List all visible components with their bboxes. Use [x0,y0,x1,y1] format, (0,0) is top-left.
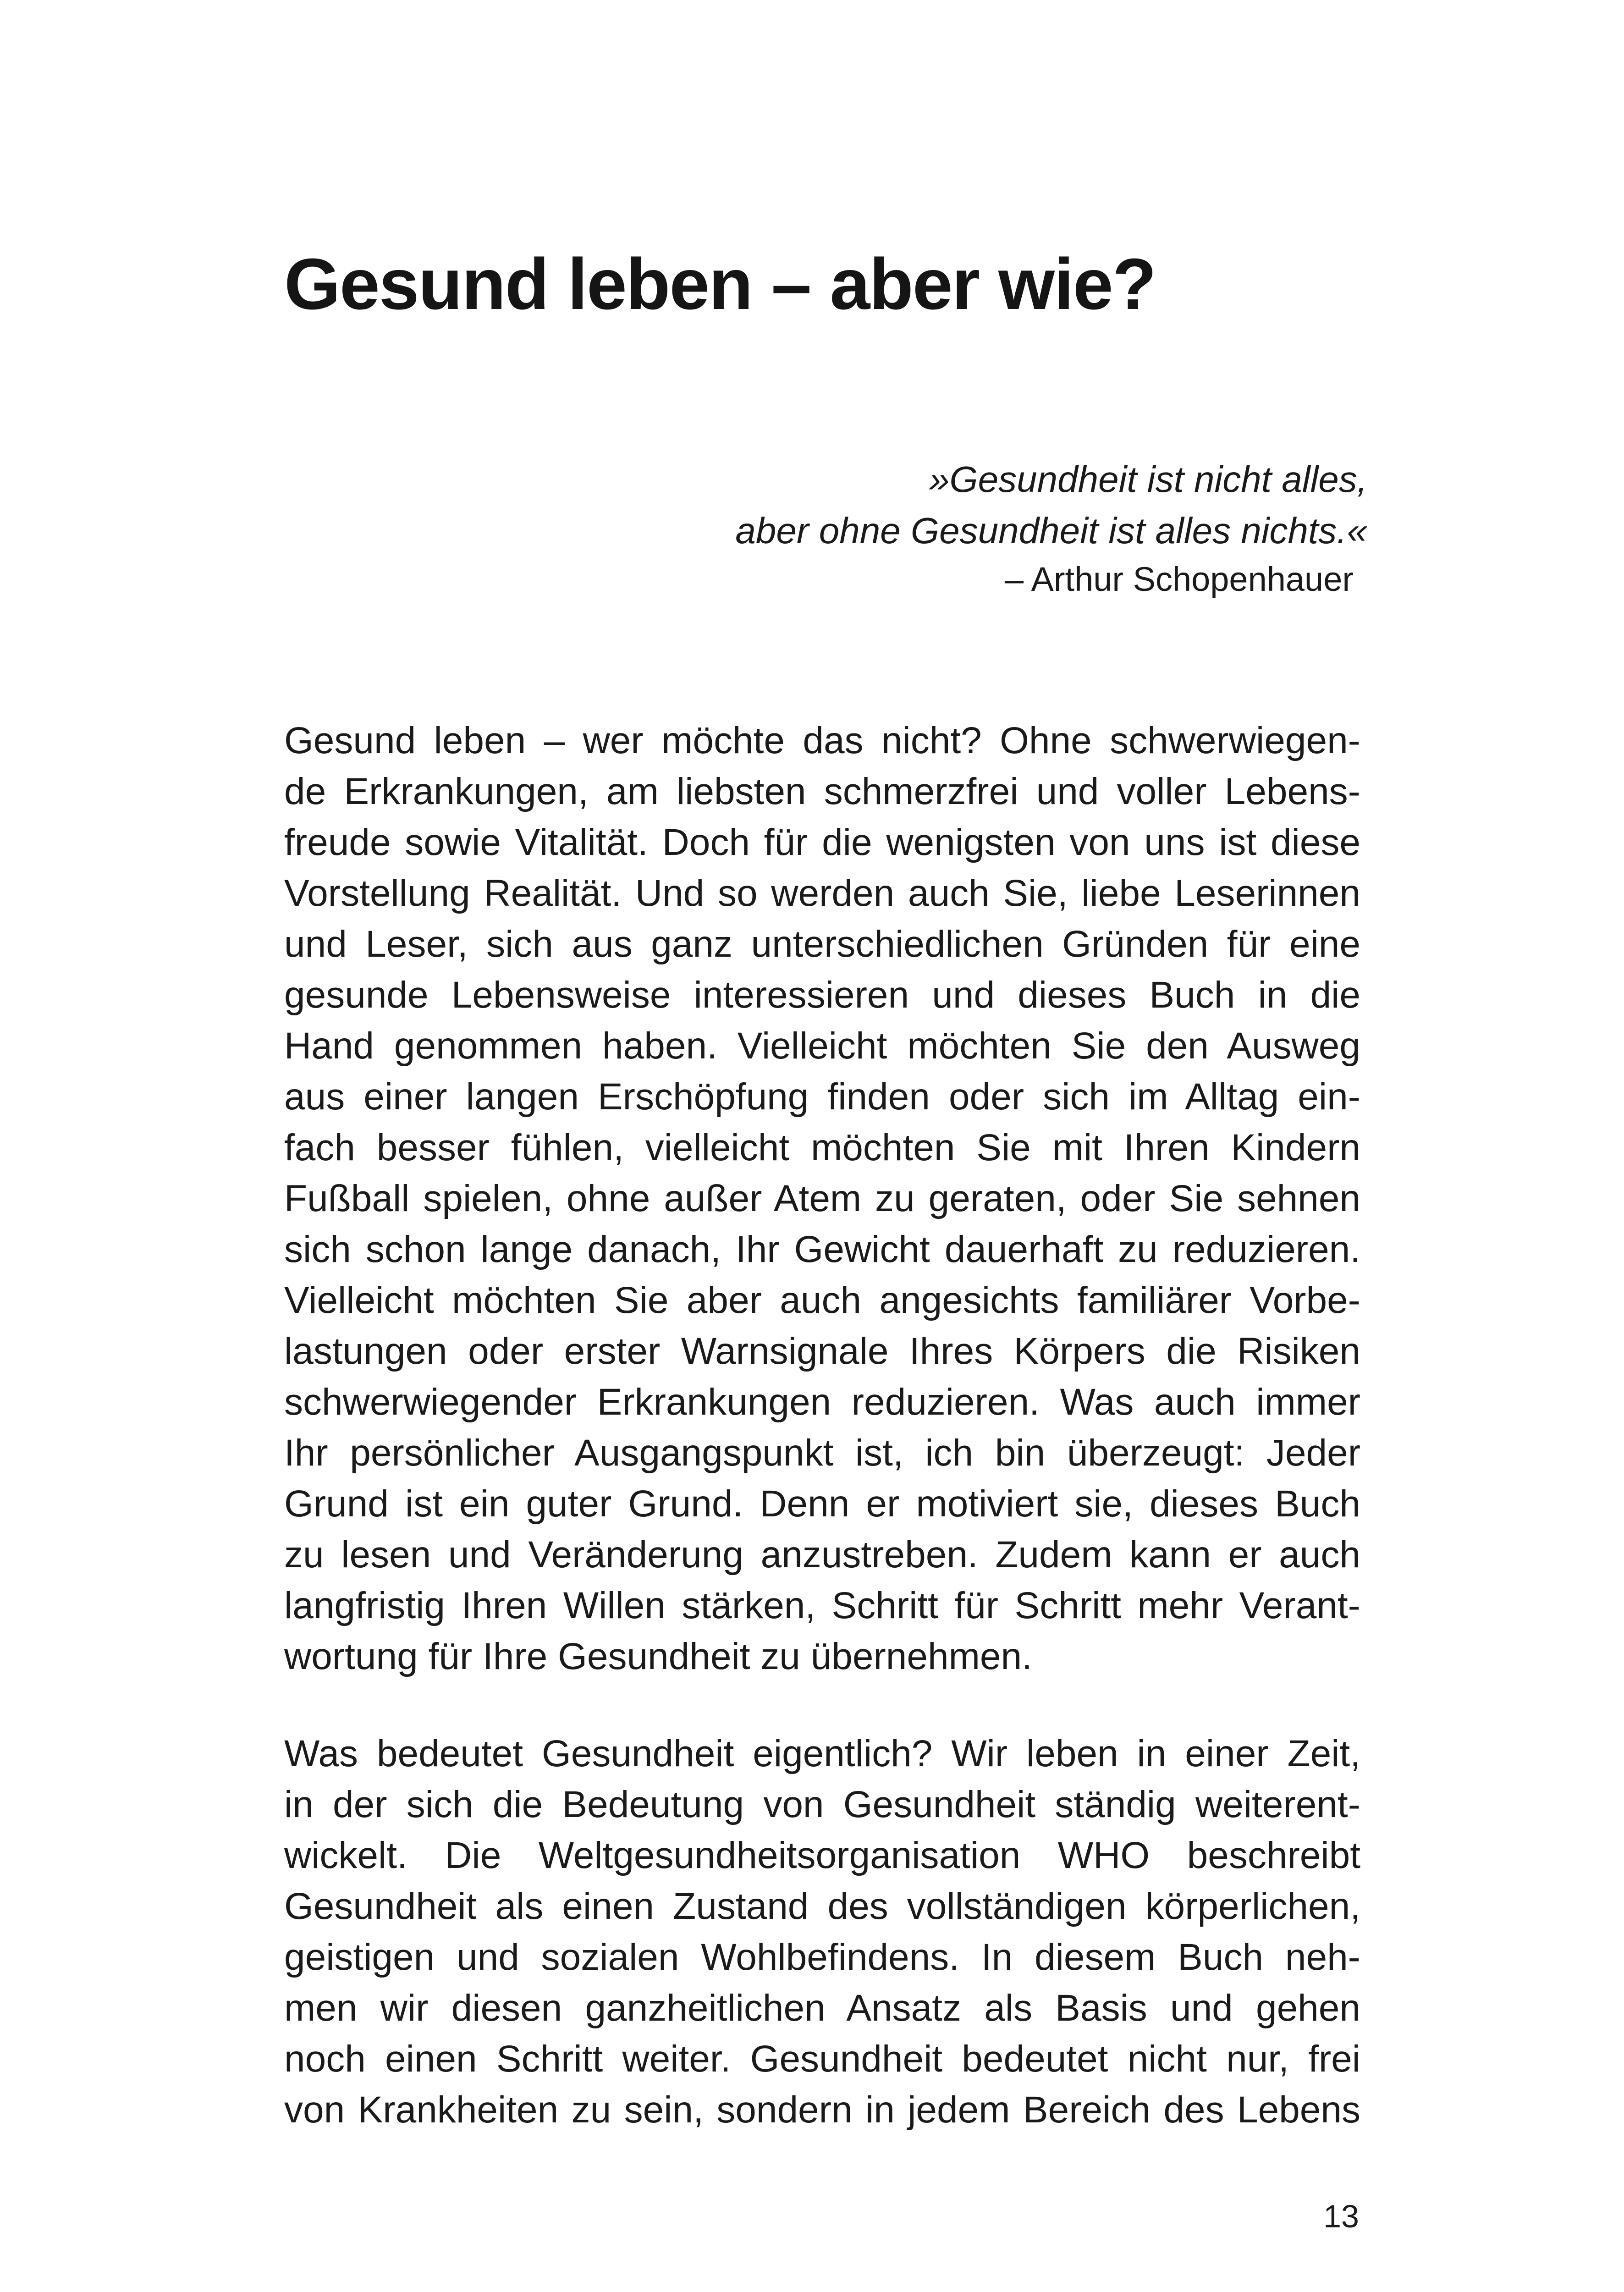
epigraph-quote-line: aber ohne Gesundheit ist alles nichts.« [735,510,1367,551]
text-line: schwerwiegender Erkrankungen reduzieren. Was auch immer [284,1381,1360,1423]
text-line: und Leser, sich aus ganz unterschiedlichen Gründen für eine [284,923,1360,965]
text-line: Ihr persönlicher Ausgangspunkt ist, ich bin überzeugt: Jeder [284,1432,1360,1474]
text-line: aus einer langen Erschöpfung finden oder sich im Alltag ein- [284,1076,1360,1118]
text-line: lastungen oder erster Warnsignale Ihres Körpers die Risiken [284,1330,1360,1372]
text-line: Vielleicht möchten Sie aber auch angesichts familiärer Vorbe- [284,1279,1360,1321]
text-line: noch einen Schritt weiter. Gesundheit bedeutet nicht nur, frei [284,2038,1360,2080]
text-line: de Erkrankungen, am liebsten schmerzfrei und voller Lebens- [284,771,1360,812]
text-line: gesunde Lebensweise interessieren und dieses Buch in die [284,974,1360,1016]
text-line: Gesund leben – wer möchte das nicht? Ohne schwerwiegen- [284,720,1360,761]
chapter-title: Gesund leben – aber wie? [284,244,1156,325]
text-line: Vorstellung Realität. Und so werden auch Sie, liebe Leserinnen [284,872,1360,914]
text-line: zu lesen und Veränderung anzustreben. Zudem kann er auch [284,1534,1360,1576]
epigraph-author: – Arthur Schopenhauer [1004,560,1354,598]
text-line: Grund ist ein guter Grund. Denn er motiviert sie, dieses Buch [284,1483,1360,1525]
text-line: Hand genommen haben. Vielleicht möchten Sie den Ausweg [284,1025,1360,1067]
text-line: langfristig Ihren Willen stärken, Schritt für Schritt mehr Verant- [284,1585,1360,1626]
text-line: wickelt. Die Weltgesundheitsorganisation WHO beschreibt [284,1835,1360,1876]
text-line: geistigen und sozialen Wohlbefindens. In diesem Buch neh- [284,1936,1360,1978]
text-line: wortung für Ihre Gesundheit zu übernehmen. [284,1636,1032,1677]
text-line: Gesundheit als einen Zustand des vollständigen körperlichen, [284,1885,1360,1927]
text-line: freude sowie Vitalität. Doch für die wenigsten von uns ist diese [284,821,1360,863]
body-paragraph [284,1728,1360,2135]
epigraph-quote-line: »Gesundheit ist nicht alles, [929,459,1367,500]
text-line: in der sich die Bedeutung von Gesundheit ständig weiterent- [284,1784,1360,1825]
body-paragraph [284,715,1360,1682]
text-line: Was bedeutet Gesundheit eigentlich? Wir leben in einer Zeit, [284,1733,1360,1774]
text-line: fach besser fühlen, vielleicht möchten Sie mit Ihren Kindern [284,1127,1360,1168]
text-line: sich schon lange danach, Ihr Gewicht dauerhaft zu reduzieren. [284,1229,1360,1270]
epigraph [496,454,1367,602]
text-line: men wir diesen ganzheitlichen Ansatz als Basis und gehen [284,1987,1360,2029]
text-line: Fußball spielen, ohne außer Atem zu geraten, oder Sie sehnen [284,1178,1360,1219]
text-line: von Krankheiten zu sein, sondern in jedem Bereich des Lebens [284,2089,1360,2131]
page-number: 13 [1323,2198,1359,2234]
